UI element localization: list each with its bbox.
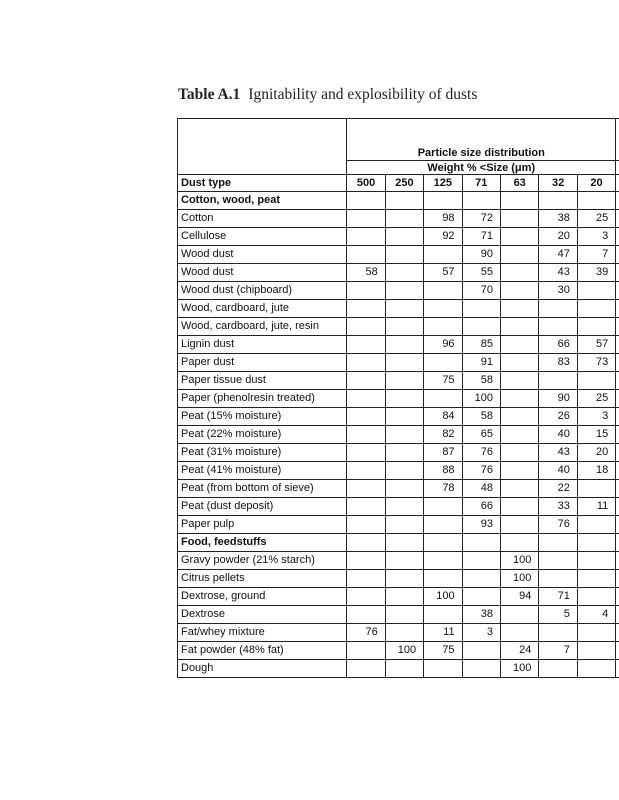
value-cell (577, 192, 615, 210)
value-cell (385, 354, 423, 372)
table-row (178, 426, 619, 444)
value-cell (347, 372, 385, 390)
value-cell: 20 (577, 444, 615, 462)
value-cell: 82 (424, 426, 462, 444)
value-cell: 76 (462, 444, 500, 462)
value-cell: 75 (424, 372, 462, 390)
dust-table (177, 118, 619, 678)
value-cell (462, 588, 500, 606)
table-row (178, 462, 619, 480)
value-cell (385, 660, 423, 678)
value-cell: 25 (577, 210, 615, 228)
dust-type-cell: Gravy powder (21% starch) (178, 552, 347, 570)
column-header: 71 (462, 175, 500, 192)
dust-type-cell: Cellulose (178, 228, 347, 246)
value-cell (500, 516, 538, 534)
value-cell (577, 660, 615, 678)
table-row (178, 372, 619, 390)
value-cell: 100 (424, 588, 462, 606)
value-cell (424, 300, 462, 318)
table-row (178, 390, 619, 408)
column-header: 63 (500, 175, 538, 192)
value-cell (424, 570, 462, 588)
dust-type-cell: Peat (22% moisture) (178, 426, 347, 444)
value-cell (462, 300, 500, 318)
value-cell (424, 246, 462, 264)
value-cell: 47 (539, 246, 577, 264)
value-cell: 30 (539, 282, 577, 300)
column-header: 125 (424, 175, 462, 192)
value-cell (500, 606, 538, 624)
value-cell (347, 282, 385, 300)
table-row (178, 606, 619, 624)
column-header: 500 (347, 175, 385, 192)
value-cell: 43 (539, 444, 577, 462)
value-cell (385, 624, 423, 642)
table-title: Ignitability and explosibility of dusts (248, 86, 478, 103)
value-cell (347, 588, 385, 606)
dust-type-cell: Wood, cardboard, jute, resin (178, 318, 347, 336)
table-row (178, 480, 619, 498)
value-cell (500, 480, 538, 498)
value-cell: 66 (462, 498, 500, 516)
value-cell: 38 (462, 606, 500, 624)
value-cell (577, 300, 615, 318)
value-cell (462, 570, 500, 588)
value-cell: 22 (539, 480, 577, 498)
value-cell: 100 (500, 552, 538, 570)
value-cell (385, 246, 423, 264)
table-number: Table A.1 (178, 86, 241, 103)
value-cell: 5 (539, 606, 577, 624)
value-cell: 20 (539, 228, 577, 246)
value-cell: 87 (424, 444, 462, 462)
value-cell (347, 408, 385, 426)
value-cell: 11 (577, 498, 615, 516)
value-cell: 66 (539, 336, 577, 354)
table-row (178, 642, 619, 660)
value-cell (347, 210, 385, 228)
header-weight-row (178, 161, 619, 175)
value-cell (539, 372, 577, 390)
value-cell: 93 (462, 516, 500, 534)
value-cell (347, 570, 385, 588)
dust-type-cell: Wood dust (178, 264, 347, 282)
value-cell (347, 426, 385, 444)
dust-type-cell: Peat (15% moisture) (178, 408, 347, 426)
table-caption (178, 86, 477, 104)
value-cell (577, 588, 615, 606)
value-cell (385, 570, 423, 588)
table-row (178, 408, 619, 426)
value-cell: 48 (462, 480, 500, 498)
value-cell (385, 228, 423, 246)
value-cell: 3 (462, 624, 500, 642)
dust-type-cell: Paper dust (178, 354, 347, 372)
value-cell (385, 390, 423, 408)
dust-type-cell: Peat (41% moisture) (178, 462, 347, 480)
value-cell (577, 318, 615, 336)
value-cell: 71 (539, 588, 577, 606)
value-cell (385, 462, 423, 480)
value-cell: 96 (424, 336, 462, 354)
table-row (178, 336, 619, 354)
table-row (178, 282, 619, 300)
value-cell (385, 372, 423, 390)
value-cell (462, 642, 500, 660)
value-cell: 7 (539, 642, 577, 660)
value-cell (539, 570, 577, 588)
value-cell: 43 (539, 264, 577, 282)
value-cell (347, 444, 385, 462)
value-cell: 4 (577, 606, 615, 624)
table-row (178, 444, 619, 462)
value-cell (500, 462, 538, 480)
value-cell: 11 (424, 624, 462, 642)
category-label: Cotton, wood, peat (178, 192, 347, 210)
value-cell (500, 390, 538, 408)
value-cell: 90 (462, 246, 500, 264)
category-label: Food, feedstuffs (178, 534, 347, 552)
value-cell (462, 192, 500, 210)
value-cell (500, 354, 538, 372)
value-cell (385, 282, 423, 300)
value-cell: 58 (347, 264, 385, 282)
value-cell: 100 (500, 570, 538, 588)
value-cell (347, 336, 385, 354)
table-row (178, 318, 619, 336)
dust-type-cell: Cotton (178, 210, 347, 228)
value-cell (500, 426, 538, 444)
value-cell (385, 606, 423, 624)
dust-type-cell: Dextrose (178, 606, 347, 624)
value-cell (347, 300, 385, 318)
value-cell (500, 534, 538, 552)
value-cell: 76 (347, 624, 385, 642)
dust-type-cell: Peat (dust deposit) (178, 498, 347, 516)
value-cell: 33 (539, 498, 577, 516)
table-row (178, 246, 619, 264)
value-cell (347, 516, 385, 534)
dust-type-cell: Dextrose, ground (178, 588, 347, 606)
value-cell: 3 (577, 408, 615, 426)
dust-type-header: Dust type (178, 175, 347, 192)
value-cell: 18 (577, 462, 615, 480)
value-cell (500, 336, 538, 354)
dust-type-cell: Wood, cardboard, jute (178, 300, 347, 318)
dust-type-cell: Peat (31% moisture) (178, 444, 347, 462)
value-cell (424, 318, 462, 336)
value-cell (539, 624, 577, 642)
value-cell: 100 (385, 642, 423, 660)
table-body (178, 192, 619, 678)
dust-type-cell: Wood dust (178, 246, 347, 264)
dust-type-cell: Dough (178, 660, 347, 678)
value-cell (500, 300, 538, 318)
value-cell (500, 246, 538, 264)
value-cell (577, 570, 615, 588)
value-cell: 92 (424, 228, 462, 246)
table-row (178, 660, 619, 678)
table-row (178, 228, 619, 246)
value-cell: 57 (424, 264, 462, 282)
value-cell: 3 (577, 228, 615, 246)
value-cell: 83 (539, 354, 577, 372)
value-cell (577, 552, 615, 570)
value-cell (385, 192, 423, 210)
column-header: 250 (385, 175, 423, 192)
value-cell (385, 336, 423, 354)
value-cell (347, 606, 385, 624)
value-cell (500, 444, 538, 462)
value-cell (577, 282, 615, 300)
value-cell (424, 552, 462, 570)
value-cell (577, 534, 615, 552)
table-row (178, 300, 619, 318)
dust-type-cell: Paper (phenolresin treated) (178, 390, 347, 408)
value-cell (424, 498, 462, 516)
dust-type-cell: Paper pulp (178, 516, 347, 534)
value-cell (385, 264, 423, 282)
value-cell (424, 192, 462, 210)
value-cell: 58 (462, 372, 500, 390)
value-cell (385, 588, 423, 606)
table-row (178, 588, 619, 606)
value-cell: 78 (424, 480, 462, 498)
value-cell (500, 372, 538, 390)
value-cell: 40 (539, 462, 577, 480)
value-cell: 39 (577, 264, 615, 282)
table-row (178, 624, 619, 642)
value-cell (347, 462, 385, 480)
value-cell (347, 480, 385, 498)
value-cell: 26 (539, 408, 577, 426)
value-cell (500, 408, 538, 426)
value-cell: 84 (424, 408, 462, 426)
value-cell (424, 660, 462, 678)
table-row (178, 516, 619, 534)
value-cell (385, 318, 423, 336)
value-cell (385, 300, 423, 318)
value-cell (347, 318, 385, 336)
value-cell (424, 606, 462, 624)
value-cell (500, 228, 538, 246)
dust-type-cell: Peat (from bottom of sieve) (178, 480, 347, 498)
value-cell (500, 282, 538, 300)
value-cell (424, 516, 462, 534)
dust-type-cell: Fat powder (48% fat) (178, 642, 347, 660)
value-cell: 25 (577, 390, 615, 408)
value-cell: 73 (577, 354, 615, 372)
value-cell (385, 534, 423, 552)
table-row (178, 498, 619, 516)
value-cell (539, 534, 577, 552)
header-group-row (178, 145, 619, 161)
value-cell: 24 (500, 642, 538, 660)
column-header: 20 (577, 175, 615, 192)
value-cell (347, 498, 385, 516)
value-cell: 72 (462, 210, 500, 228)
value-cell: 100 (462, 390, 500, 408)
value-cell: 85 (462, 336, 500, 354)
value-cell (424, 282, 462, 300)
dust-type-cell: Lignin dust (178, 336, 347, 354)
dust-type-cell: Wood dust (chipboard) (178, 282, 347, 300)
value-cell (539, 660, 577, 678)
value-cell (500, 318, 538, 336)
value-cell (577, 642, 615, 660)
value-cell: 15 (577, 426, 615, 444)
header-spacer-row (178, 119, 619, 146)
value-cell: 58 (462, 408, 500, 426)
value-cell (347, 390, 385, 408)
value-cell: 65 (462, 426, 500, 444)
dust-type-cell: Fat/whey mixture (178, 624, 347, 642)
value-cell: 91 (462, 354, 500, 372)
value-cell (347, 642, 385, 660)
dust-type-cell: Paper tissue dust (178, 372, 347, 390)
value-cell: 76 (539, 516, 577, 534)
value-cell: 71 (462, 228, 500, 246)
value-cell (347, 552, 385, 570)
value-cell (500, 624, 538, 642)
value-cell (385, 552, 423, 570)
value-cell (385, 408, 423, 426)
value-cell (462, 552, 500, 570)
value-cell (347, 660, 385, 678)
value-cell (385, 480, 423, 498)
value-cell (424, 390, 462, 408)
value-cell (347, 534, 385, 552)
value-cell: 7 (577, 246, 615, 264)
category-row (178, 534, 619, 552)
value-cell (500, 192, 538, 210)
value-cell: 94 (500, 588, 538, 606)
value-cell: 40 (539, 426, 577, 444)
value-cell (539, 192, 577, 210)
value-cell (385, 210, 423, 228)
table-container (177, 118, 619, 678)
value-cell (347, 354, 385, 372)
value-cell: 70 (462, 282, 500, 300)
particle-size-header: Particle size distribution (347, 145, 616, 161)
value-cell (462, 534, 500, 552)
value-cell (577, 480, 615, 498)
weight-header: Weight % <Size (μm) (347, 161, 616, 175)
value-cell (347, 246, 385, 264)
value-cell (500, 210, 538, 228)
value-cell (385, 444, 423, 462)
value-cell (577, 372, 615, 390)
value-cell (385, 498, 423, 516)
table-row (178, 552, 619, 570)
table-row (178, 354, 619, 372)
value-cell: 76 (462, 462, 500, 480)
value-cell (347, 192, 385, 210)
value-cell (577, 516, 615, 534)
value-cell: 55 (462, 264, 500, 282)
table-row (178, 210, 619, 228)
value-cell (385, 516, 423, 534)
value-cell: 75 (424, 642, 462, 660)
category-row (178, 192, 619, 210)
table-row (178, 264, 619, 282)
value-cell (539, 318, 577, 336)
value-cell (385, 426, 423, 444)
value-cell: 88 (424, 462, 462, 480)
value-cell (500, 264, 538, 282)
value-cell (577, 624, 615, 642)
value-cell (462, 660, 500, 678)
dust-type-cell: Citrus pellets (178, 570, 347, 588)
value-cell: 98 (424, 210, 462, 228)
value-cell (424, 534, 462, 552)
value-cell (347, 228, 385, 246)
value-cell (424, 354, 462, 372)
header-columns-row (178, 175, 619, 192)
value-cell: 100 (500, 660, 538, 678)
value-cell: 57 (577, 336, 615, 354)
value-cell: 90 (539, 390, 577, 408)
column-header: 32 (539, 175, 577, 192)
value-cell (462, 318, 500, 336)
value-cell (539, 552, 577, 570)
value-cell (500, 498, 538, 516)
value-cell (539, 300, 577, 318)
table-row (178, 570, 619, 588)
value-cell: 38 (539, 210, 577, 228)
